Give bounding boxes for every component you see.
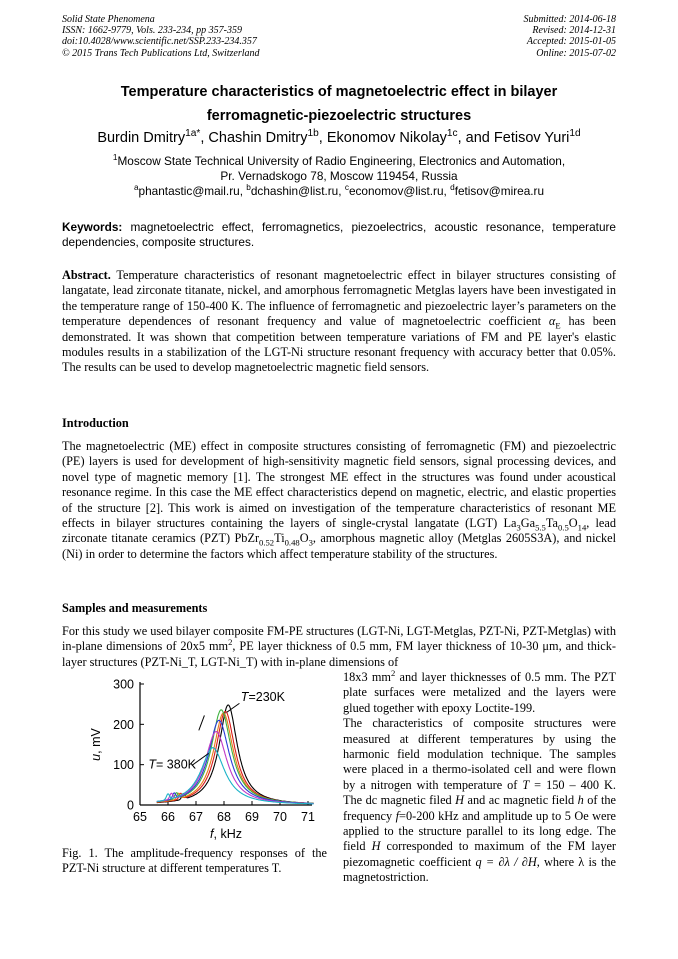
formula-el: Ta — [545, 516, 558, 531]
unit-sup: 2 — [228, 637, 233, 648]
samples-text-part: =0-200 kHz and amplitude up to 5 Oe were applied to the structure parallel to its long edge. The field — [343, 808, 617, 854]
author-name: Burdin Dmitry — [97, 130, 186, 146]
email-sup: c — [344, 183, 349, 193]
formula-el: O — [299, 531, 309, 546]
var-H: H — [371, 839, 381, 854]
samples-right-column — [343, 667, 617, 886]
author-name: Chashin Dmitry — [208, 130, 308, 146]
affiliation — [62, 154, 616, 199]
intro-text: , amorphous magnetic alloy (Metglas 2605S3A), and nickel (Ni) in order to determine the factors which affect temperature stability of the structures. — [62, 531, 616, 561]
annotation-380K: T= 380K — [148, 757, 197, 772]
affiliation-sup: 1 — [112, 153, 118, 163]
samples-text-part: 18x3 mm — [343, 670, 391, 684]
abstract-text: has been demonstrated. It was shown that competition between temperature variations of FM and PE layer's elastic modules results in a stabilization of the LGT-Ni structure resonant frequency with accuracy better that 0.05%. The results can be used to develop magnetoelectric magnetic field sensors. — [62, 314, 616, 375]
journal-info — [62, 14, 260, 59]
amplitude-frequency-chart — [62, 668, 327, 846]
x-tick-label: 68 — [217, 810, 231, 824]
journal-doi: doi:10.4028/www.scientific.net/SSP.233-234.357 — [62, 36, 257, 48]
email-sup: a — [133, 183, 139, 193]
email-line: $^a$phantastic@mail.ru, $^b$dchashin@list.ru, $^c$economov@list.ru, $^d$fetisov@mirea.ru — [133, 183, 545, 198]
title-line-1: Temperature characteristics of magnetoelectric effect in bilayer — [120, 84, 558, 100]
affiliation-text: Moscow State Technical University of Radio Engineering, Electronics and Automation, — [117, 154, 566, 168]
introduction-heading: Introduction — [62, 416, 129, 430]
samples-text-part: , PE layer thickness of 0.5 mm, FM layer thickness of 10-30 μm, and thick-layer structures (PZT-Ni_T, LGT-Ni_T) with in-plane dimensions of — [62, 639, 616, 669]
intro-text: , lead zirconate titanate ceramics (PZT) PbZr — [62, 516, 617, 546]
samples-text-part: corresponded to maximum of the FM layer piezomagnetic coefficient — [343, 839, 617, 869]
samples-text-part: , where λ is the magnetostriction. — [343, 854, 616, 885]
journal-issn: ISSN: 1662-9779, Vols. 233-234, pp 357-359 — [62, 25, 242, 37]
y-tick-label: 0 — [127, 798, 134, 813]
x-tick-label: 70 — [273, 810, 287, 824]
alpha-sub: E — [555, 320, 561, 331]
affiliation-line-1 — [62, 154, 616, 169]
formula-sub: 0.52 — [259, 537, 275, 548]
formula-el: O — [568, 516, 578, 531]
y-tick-label: 300 — [113, 677, 134, 692]
x-tick-label: 71 — [301, 810, 315, 824]
abstract-label: Abstract. — [62, 268, 111, 282]
samples-text-part: For this study we used bilayer composite FM-PE structures (LGT-Ni, LGT-Metglas, PZT-Ni, PZT-Metglas) with in-plane dimensions of 20x5 mm — [62, 624, 616, 654]
x-tick-label: 65 — [133, 810, 147, 824]
author-separator: , — [318, 130, 327, 146]
formula-el: Ti — [274, 531, 285, 546]
samples-heading: Samples and measurements — [62, 601, 208, 615]
keywords — [62, 220, 616, 250]
email-link[interactable]: phantastic@mail.ru — [138, 184, 240, 198]
email-link[interactable]: dchashin@list.ru — [250, 184, 339, 198]
samples-text-part: The characteristics of composite structures were measured at different temperatures by using the harmonic field modulation technique. The samples were placed in a thermo-isolated cell and were flown by a nitrogen with temperature of — [343, 716, 616, 792]
submission-dates — [524, 14, 617, 59]
journal-name: Solid State Phenomena — [62, 14, 155, 25]
samples-text-part: and layer thicknesses of 0.5 mm. The PZT plate surfaces were metalized and the layers were glued together with epoxy Loctite-199. — [343, 670, 616, 715]
samples-text — [62, 624, 616, 670]
alpha-symbol: α — [548, 314, 556, 329]
samples-text-part: and ac magnetic field — [464, 793, 578, 808]
chart-labels — [89, 678, 315, 842]
date-submitted: Submitted: 2014-06-18 — [523, 14, 616, 25]
var-T: T — [522, 777, 530, 792]
formula-sub: 0.5 — [557, 522, 569, 533]
journal-copyright: © 2015 Trans Tech Publications Ltd, Switzerland — [62, 47, 260, 59]
x-axis-label: f, kHz — [210, 827, 242, 841]
author-sup: 1c — [446, 128, 458, 140]
abstract-text: Temperature characteristics of resonant magnetoelectric effect in bilayer structures consisting of langatate, lead zirconate titanate, nickel, and amorphous ferromagnetic Metglas layers have been investigated in the temperature range of 150-400 K. The influence of ferromagnetic and piezoelectric layer’s parameters on the temperature dependences of resonant frequency and value of magnetoelectric coefficient — [62, 268, 616, 329]
author-sup: 1a* — [185, 128, 201, 140]
y-axis-label: u, mV — [89, 728, 103, 761]
var-h: h — [577, 793, 584, 808]
formula-sub: 0.48 — [284, 537, 300, 548]
var-f: f — [395, 808, 400, 823]
samples-text-part: = 150 – 400 K. The dc magnetic filed — [343, 777, 616, 808]
formula-sub: 5.5 — [535, 522, 546, 533]
author-list — [62, 128, 616, 148]
keywords-text: magnetoelectric effect, ferromagnetics, piezoelectrics, acoustic resonance, temperature dependencies, composite structures. — [62, 220, 616, 249]
introduction-text — [62, 439, 616, 562]
piezomagnetic-formula: q = ∂λ / ∂H — [475, 854, 537, 869]
chart-axes — [140, 682, 312, 805]
shift-arrow — [199, 715, 205, 730]
title-line-2: ferromagnetic-piezoelectric structures — [206, 108, 472, 124]
figure-caption: Fig. 1. The amplitude-frequency responses of the PZT-Ni structure at different temperatures T. — [62, 846, 327, 876]
author-separator: , and — [457, 130, 494, 146]
formula-sub: 14 — [577, 522, 587, 533]
annotation-230K: T=230K — [240, 689, 285, 704]
author-separator: , — [200, 130, 209, 146]
x-tick-label: 69 — [245, 810, 259, 824]
keywords-label: Keywords: — [62, 220, 123, 234]
unit-sup: 2 — [390, 667, 396, 678]
email-sup: d — [450, 183, 455, 193]
email-link[interactable]: economov@list.ru — [348, 184, 444, 198]
date-revised: Revised: 2014-12-31 — [532, 25, 616, 37]
formula-sub: 3 — [308, 537, 313, 548]
author-name: Fetisov Yuri — [493, 130, 570, 146]
chart-curves — [157, 705, 314, 804]
email-link[interactable]: fetisov@mirea.ru — [454, 184, 545, 198]
affiliation-line-2: Pr. Vernadskogo 78, Moscow 119454, Russia — [220, 169, 458, 183]
date-online: Online: 2015-07-02 — [536, 47, 616, 59]
x-tick-label: 67 — [189, 810, 203, 824]
author-name: Ekonomov Nikolay — [326, 130, 447, 146]
author-sup: 1d — [569, 128, 581, 140]
var-H: H — [455, 793, 465, 808]
paper-title — [62, 80, 616, 128]
date-accepted: Accepted: 2015-01-05 — [526, 36, 616, 48]
email-sup: b — [246, 183, 251, 193]
intro-text: The magnetoelectric (ME) effect in composite structures consisting of ferromagnetic (FM) and piezoelectric (PE) layers is used for development of high-sensitivity magnetic field sensors, signal processing devices, and novel type of magnetic memory [1]. The strongest ME effect in the structures was found under acoustical resonance regime. In this case the ME effect characteristics depend on magnetic, electric, and elastic properties of the structure [2]. This work is aimed on investigation of the temperature characteristics of resonant ME effects in bilayer structures containing the layers of single-crystal langatate (LGT) La — [62, 439, 616, 531]
abstract — [62, 268, 616, 376]
author-sup: 1b — [307, 128, 319, 140]
x-tick-label: 66 — [161, 810, 175, 824]
y-tick-label: 200 — [113, 717, 134, 732]
samples-text-part: of the frequency — [343, 793, 616, 823]
formula-el: Ga — [520, 516, 536, 531]
formula-sub: 3 — [516, 522, 521, 533]
y-tick-label: 100 — [113, 758, 134, 773]
